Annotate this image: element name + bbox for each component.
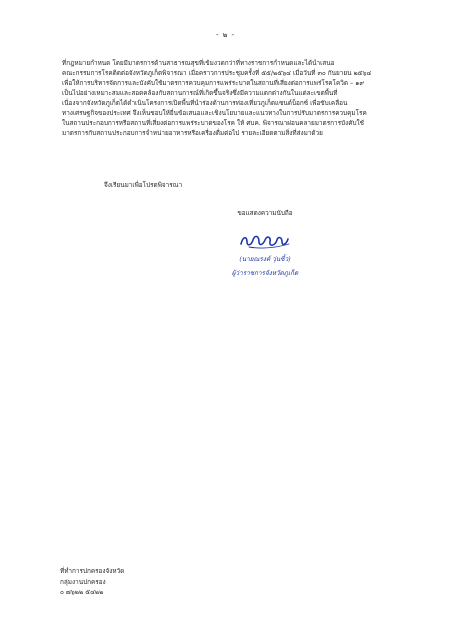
footer-contact (60, 566, 124, 598)
signer-name: (นายณรงค์ วุ่นซิ้ว) (239, 255, 291, 263)
page-number: - ๒ - (215, 31, 236, 39)
footer-phone: ๐ ๗๖๒๒ ๕๔๒๒ (60, 588, 104, 596)
body-paragraph: ที่กฎหมายกำหนด โดยมีมาตรการด้านสาธารณสุขที่เข้มงวดกว่าที่ทางราชการกำหนดและได้นำเสนอ คณะกรรมการโรคติดต่อจังหวัดภูเก็ตพิจารณา เมื่อคราวการประชุมครั้งที่ ๕๕/๒๕๖๔ เมื่อวันที่ ๓๐ กันยายน ๒๕๖๔ เพื่อให้การบริหารจัดการและบังคับใช้มาตรการควบคุมการแพร่ระบาดในสถานที่เสี่ยงต่อการแพร่โรคโควิด – ๑๙ เป็นไปอย่างเหมาะสมและสอดคล้องกับสถานการณ์ที่เกิดขึ้นจริงซึ่งมีความแตกต่างกันในแต่ละเขตพื้นที่ เนื่องจากจังหวัดภูเก็ตได้ดำเนินโครงการเปิดพื้นที่นำร่องด้านการท่องเที่ยวภูเก็ตแซนด์บ็อกซ์ เพื่อขับเคลื่อน ทางเศรษฐกิจของประเทศ จึงเห็นชอบให้ยื่นข้อเสนอและเชิงนโยบายและแนวทางในการปรับมาตรการควบคุมโรค ในสถานประกอบการหรือสถานที่เสี่ยงต่อการแพร่ระบาดของโรค ให้ ศบค. พิจารณาผ่อนคลายมาตรการบังคับใช้ มาตรการกับสถานประกอบการจำหน่ายอาหารหรือเครื่องดื่มต่อไป รายละเอียดตามสิ่งที่ส่งมาด้วย (62, 59, 372, 137)
handwritten-signature (235, 228, 295, 252)
sign-off: ขอแสดงความนับถือ (237, 209, 293, 217)
closing-request: จึงเรียนมาเพื่อโปรดพิจารณา (104, 181, 183, 189)
signature-block (200, 208, 330, 278)
footer-office: ที่ทำการปกครองจังหวัด (60, 567, 125, 575)
footer-division: กลุ่มงานปกครอง (60, 577, 106, 586)
signer-title: ผู้ว่าราชการจังหวัดภูเก็ต (231, 269, 299, 277)
